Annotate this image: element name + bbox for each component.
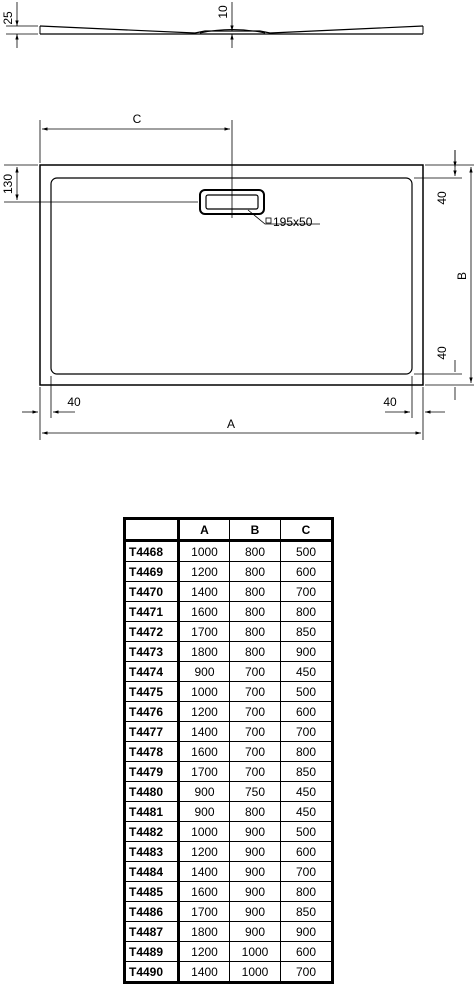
b-cell: 800 [230,541,281,562]
b-cell: 900 [230,902,281,922]
a-cell: 1200 [179,562,230,582]
dim-label-a: A [226,417,236,431]
size-table-body [125,541,333,983]
table-row [125,582,333,602]
c-cell: 800 [281,602,333,622]
model-code-cell: T4486 [125,902,179,922]
dim-label-side-height: 25 [1,11,15,25]
b-cell: 900 [230,922,281,942]
a-cell: 1800 [179,642,230,662]
side-profile-view [6,2,423,48]
dim-label-rim-bottom: 40 [435,346,449,360]
dim-label-rim-top: 40 [435,191,449,205]
c-cell: 500 [281,682,333,702]
c-cell: 600 [281,942,333,962]
a-cell: 1700 [179,622,230,642]
b-cell: 800 [230,582,281,602]
dim-label-offset-top: 130 [1,173,15,195]
b-cell: 800 [230,642,281,662]
technical-drawing [0,0,474,460]
b-cell: 700 [230,762,281,782]
c-cell: 900 [281,922,333,942]
a-cell: 1400 [179,862,230,882]
table-row [125,622,333,642]
a-cell: 1800 [179,922,230,942]
b-cell: 700 [230,662,281,682]
table-row [125,782,333,802]
b-cell: 900 [230,882,281,902]
model-code-cell: T4484 [125,862,179,882]
c-cell: 700 [281,722,333,742]
header-corner [125,519,179,541]
a-cell: 900 [179,802,230,822]
a-cell: 900 [179,662,230,682]
table-row [125,862,333,882]
b-cell: 700 [230,702,281,722]
c-cell: 850 [281,622,333,642]
model-code-cell: T4489 [125,942,179,962]
table-row [125,922,333,942]
a-cell: 1600 [179,742,230,762]
b-cell: 900 [230,842,281,862]
model-code-cell: T4471 [125,602,179,622]
header-a: A [179,519,230,541]
model-code-cell: T4474 [125,662,179,682]
model-code-cell: T4490 [125,962,179,983]
table-row [125,842,333,862]
model-code-cell: T4481 [125,802,179,822]
model-code-cell: T4470 [125,582,179,602]
dim-label-c: C [132,112,142,126]
dim-label-rim-left: 40 [67,395,81,409]
table-row [125,822,333,842]
c-cell: 600 [281,702,333,722]
c-cell: 700 [281,962,333,983]
model-code-cell: T4468 [125,541,179,562]
table-row [125,702,333,722]
c-cell: 800 [281,742,333,762]
c-cell: 450 [281,662,333,682]
a-cell: 1700 [179,762,230,782]
c-cell: 700 [281,862,333,882]
model-code-cell: T4476 [125,702,179,722]
outlet-size-label: 195x50 [273,215,313,229]
model-code-cell: T4480 [125,782,179,802]
a-cell: 1700 [179,902,230,922]
model-code-cell: T4473 [125,642,179,662]
size-table-header [125,519,333,541]
dim-label-b: B [455,271,469,281]
table-row [125,602,333,622]
model-code-cell: T4482 [125,822,179,842]
a-cell: 1000 [179,822,230,842]
c-cell: 500 [281,822,333,842]
table-row [125,962,333,983]
b-cell: 900 [230,862,281,882]
c-cell: 850 [281,762,333,782]
table-row [125,742,333,762]
a-cell: 1200 [179,842,230,862]
model-code-cell: T4477 [125,722,179,742]
b-cell: 1000 [230,942,281,962]
b-cell: 800 [230,562,281,582]
model-code-cell: T4469 [125,562,179,582]
a-cell: 1400 [179,962,230,983]
table-row [125,642,333,662]
a-cell: 1000 [179,541,230,562]
b-cell: 900 [230,822,281,842]
header-b: B [230,519,281,541]
c-cell: 600 [281,842,333,862]
table-row [125,942,333,962]
a-cell: 1600 [179,602,230,622]
b-cell: 800 [230,622,281,642]
dim-label-rim-right: 40 [383,395,397,409]
c-cell: 800 [281,882,333,902]
table-row [125,882,333,902]
plan-view [40,165,423,385]
header-c: C [281,519,333,541]
b-cell: 750 [230,782,281,802]
a-cell: 1400 [179,582,230,602]
model-code-cell: T4485 [125,882,179,902]
table-row [125,722,333,742]
table-row [125,562,333,582]
model-code-cell: T4475 [125,682,179,702]
table-row [125,541,333,562]
dimension-c [40,120,232,218]
a-cell: 1600 [179,882,230,902]
c-cell: 450 [281,802,333,822]
table-row [125,682,333,702]
model-code-cell: T4483 [125,842,179,862]
c-cell: 850 [281,902,333,922]
b-cell: 1000 [230,962,281,983]
b-cell: 700 [230,722,281,742]
c-cell: 700 [281,582,333,602]
a-cell: 1400 [179,722,230,742]
model-code-cell: T4479 [125,762,179,782]
model-code-cell: T4487 [125,922,179,942]
a-cell: 1000 [179,682,230,702]
dim-label-center-height: 10 [216,5,230,19]
a-cell: 900 [179,782,230,802]
size-table [123,517,334,984]
table-row [125,802,333,822]
table-row [125,762,333,782]
c-cell: 450 [281,782,333,802]
a-cell: 1200 [179,702,230,722]
dimension-offset-top [4,165,198,202]
c-cell: 600 [281,562,333,582]
table-row [125,662,333,682]
c-cell: 500 [281,541,333,562]
b-cell: 700 [230,742,281,762]
c-cell: 900 [281,642,333,662]
model-code-cell: T4478 [125,742,179,762]
b-cell: 800 [230,802,281,822]
table-row [125,902,333,922]
model-code-cell: T4472 [125,622,179,642]
a-cell: 1200 [179,942,230,962]
b-cell: 800 [230,602,281,622]
b-cell: 700 [230,682,281,702]
